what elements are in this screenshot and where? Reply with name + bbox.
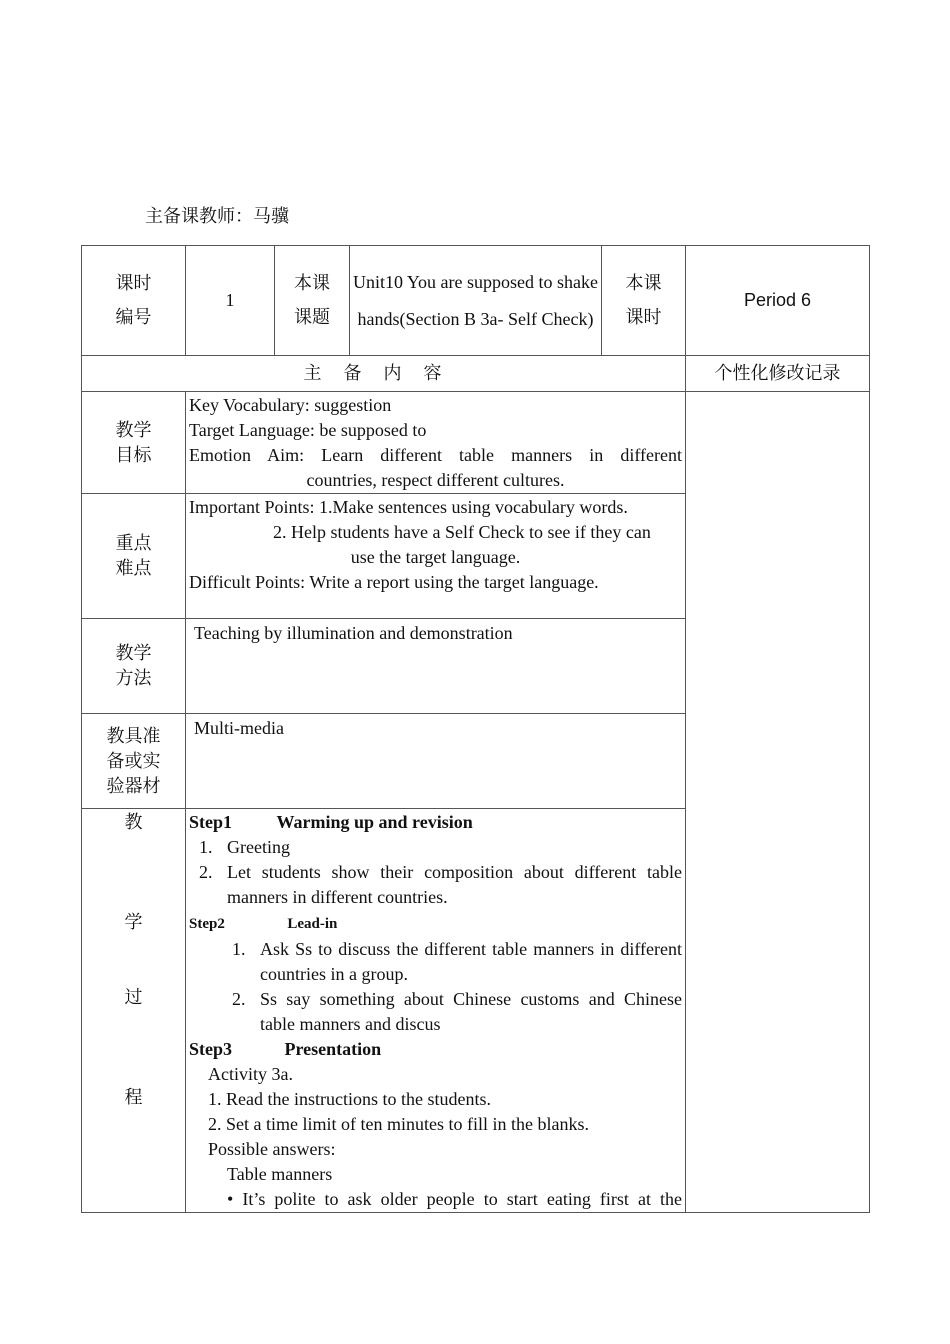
important-points-2: 2. Help students have a Self Check to see if they can (273, 522, 651, 542)
step2-item-2 (189, 987, 682, 1037)
objectives-content (186, 392, 686, 494)
period-label-line2: 课时 (625, 307, 662, 327)
step2-item-1-text: Ask Ss to discuss the different table manners in different countries in a group. (260, 939, 682, 984)
step3-heading (189, 1037, 682, 1062)
lesson-number-label-line1: 课时 (115, 273, 152, 293)
method-value: Teaching by illumination and demonstration (194, 623, 513, 643)
objectives-label (82, 392, 186, 494)
revision-record-header: 个性化修改记录 (686, 356, 870, 392)
step1-heading (189, 810, 682, 835)
process-label-char3: 过 (124, 987, 143, 1007)
step3-title: Presentation (284, 1039, 382, 1059)
process-label-char4: 程 (124, 1087, 143, 1107)
step2-item-2-text: Ss say something about Chinese customs and Chinese table manners and discus (260, 989, 682, 1034)
step1-item-1-num: 1. (199, 837, 213, 857)
period-label (602, 246, 686, 356)
step3-instruction-2: 2. Set a time limit of ten minutes to fill in the blanks. (208, 1114, 589, 1134)
main-content-header: 主备内容 (82, 356, 686, 392)
key-points-content (186, 494, 686, 619)
materials-content (186, 714, 686, 809)
step2-title: Lead-in (287, 916, 338, 932)
key-points-label (82, 494, 186, 619)
step1-number: Step1 (189, 812, 233, 832)
method-label-line1: 教学 (115, 643, 152, 663)
step3-number: Step3 (189, 1039, 233, 1059)
process-content (186, 809, 686, 1213)
emotion-aim-cont: countries, respect different cultures. (306, 470, 565, 490)
key-points-label-line1: 重点 (115, 533, 152, 553)
important-points-2-cont: use the target language. (350, 547, 521, 567)
period-value: Period 6 (686, 246, 870, 356)
method-content (186, 619, 686, 714)
step1-item-2-text: Let students show their composition about different table manners in different countries. (227, 862, 682, 907)
difficult-points: Difficult Points: Write a report using the target language. (189, 572, 599, 592)
step2-number: Step2 (189, 916, 225, 932)
method-label-line2: 方法 (115, 668, 152, 688)
materials-label-line1: 教具准 (106, 725, 161, 746)
step3-instruction-1: 1. Read the instructions to the students. (208, 1089, 491, 1109)
key-points-label-line2: 难点 (115, 558, 152, 578)
objectives-label-line2: 目标 (115, 444, 152, 465)
table-manners-bullet: • It’s polite to ask older people to start eating first at the (227, 1189, 682, 1209)
topic-label (275, 246, 350, 356)
table-manners-title: Table manners (227, 1164, 333, 1184)
lesson-number-label-line2: 编号 (115, 307, 152, 327)
method-label (82, 619, 186, 714)
activity-3a: Activity 3a. (208, 1064, 293, 1084)
lesson-plan-table (81, 245, 870, 1213)
process-label-char1: 教 (124, 812, 143, 832)
step1-item-2-num: 2. (199, 862, 213, 882)
step1-item-1-text: Greeting (227, 837, 290, 857)
section-header-row (82, 356, 870, 392)
step2-item-1-num: 1. (232, 939, 246, 959)
key-vocabulary: Key Vocabulary: suggestion (189, 395, 392, 415)
possible-answers: Possible answers: (208, 1139, 336, 1159)
lesson-number-label (82, 246, 186, 356)
objectives-label-line1: 教学 (115, 419, 152, 440)
important-points: Important Points: 1.Make sentences using vocabulary words. (189, 497, 628, 517)
process-label-char2: 学 (124, 912, 143, 932)
step2-item-2-num: 2. (232, 989, 246, 1009)
materials-value: Multi-media (194, 718, 284, 738)
step2-heading (189, 910, 682, 937)
topic-label-line2: 课题 (294, 307, 330, 327)
topic-value: Unit10 You are supposed to shake hands(Section B 3a- Self Check) (350, 246, 602, 356)
topic-label-line1: 本课 (294, 273, 330, 293)
revision-record-column (686, 392, 870, 1213)
target-language: Target Language: be supposed to (189, 420, 427, 440)
materials-label-line2: 备或实 (106, 750, 161, 771)
materials-label (82, 714, 186, 809)
process-label (82, 809, 186, 1213)
lesson-number-value: 1 (186, 246, 275, 356)
emotion-aim: Emotion Aim: Learn different table manners in different (189, 445, 682, 465)
materials-label-line3: 验器材 (106, 775, 161, 796)
objectives-row (82, 392, 870, 494)
step2-item-1 (189, 937, 682, 987)
step1-title: Warming up and revision (276, 812, 473, 832)
teacher-label: 主备课教师：马骥 (145, 206, 289, 226)
step1-item-2 (189, 860, 682, 910)
period-label-line1: 本课 (625, 273, 662, 293)
info-row (82, 246, 870, 356)
step1-item-1 (189, 835, 682, 860)
